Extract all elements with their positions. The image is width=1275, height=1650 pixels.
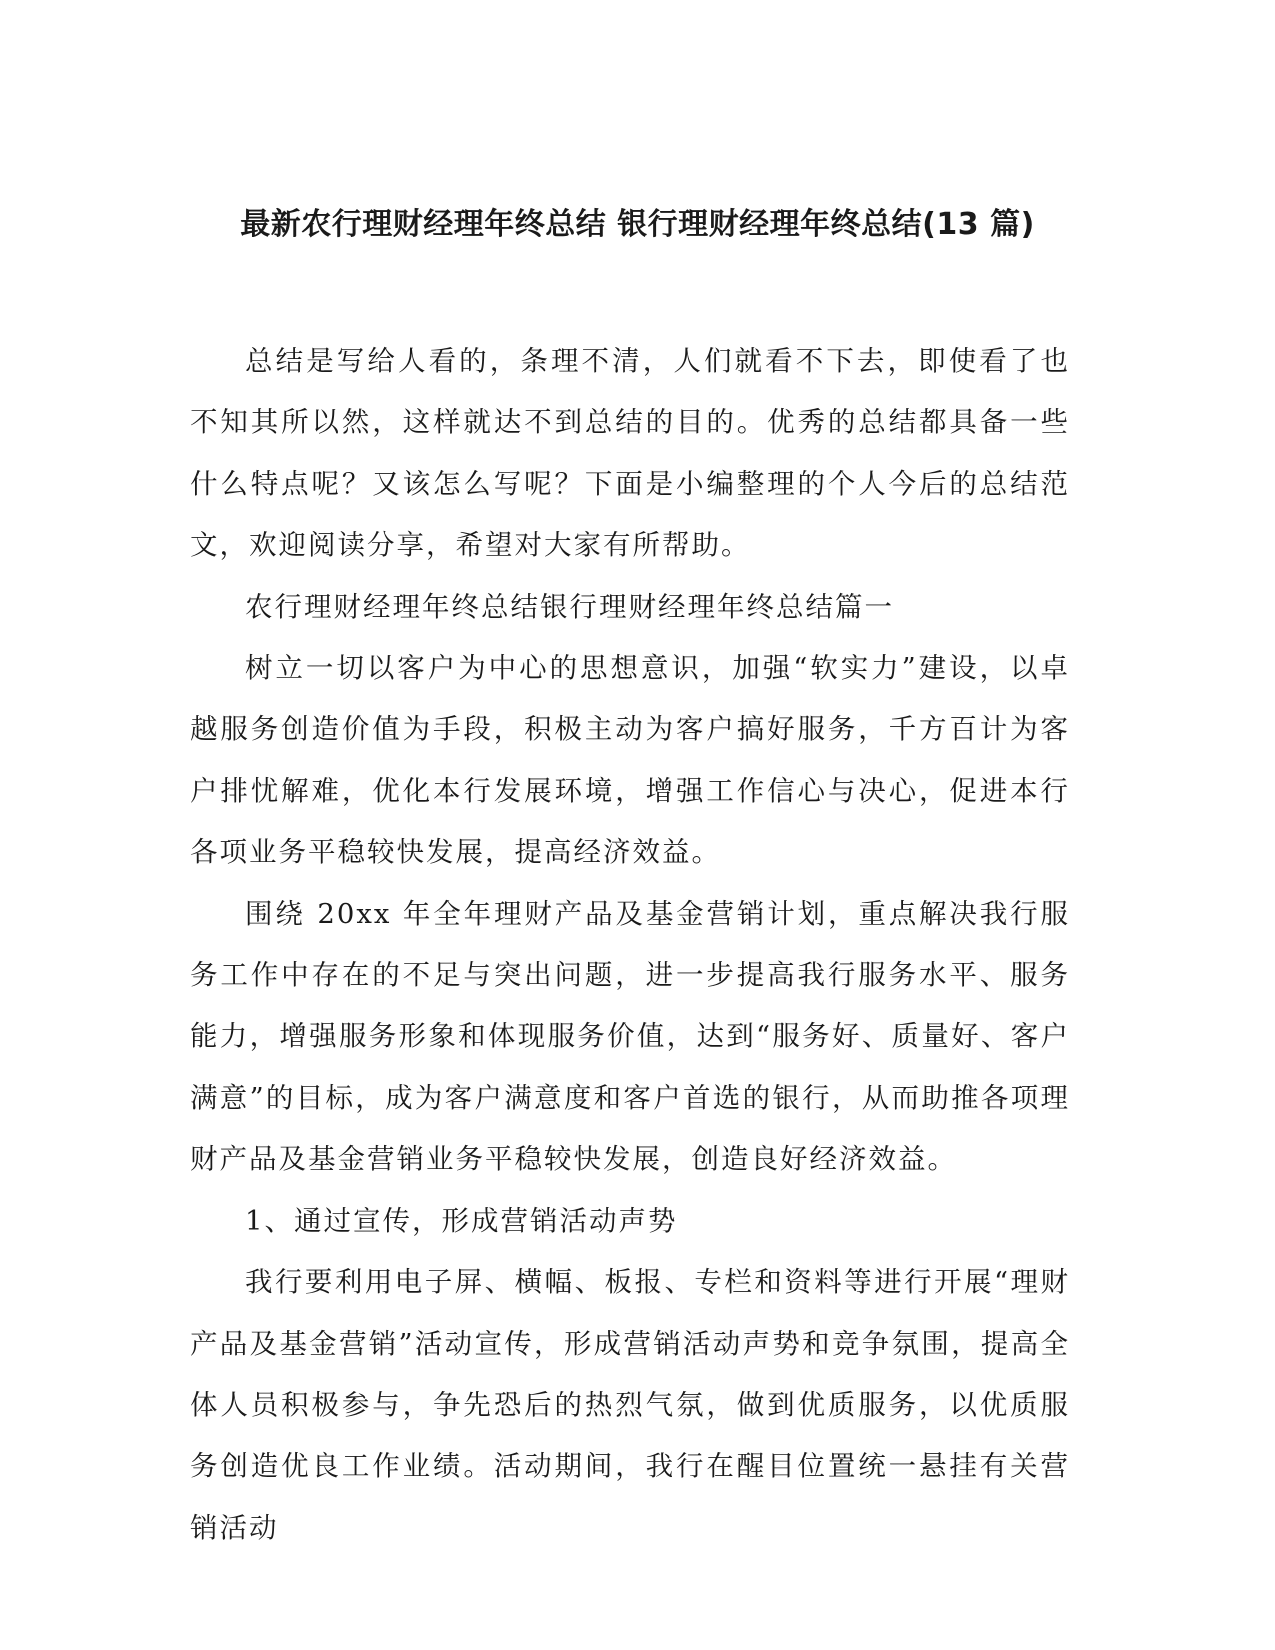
subsection-heading: 1、通过宣传，形成营销活动声势 xyxy=(245,1204,678,1237)
document-body xyxy=(190,331,1070,1559)
body-paragraph: 我行要利用电子屏、横幅、板报、专栏和资料等进行开展“理财产品及基金营销”活动宣传，形成营销活动声势和竞争氛围，提高全体人员积极参与，争先恐后的热烈气氛，做到优质服务，以优质服务创造优良工作业绩。活动期间，我行在醒目位置统一悬挂有关营销活动 xyxy=(190,1266,1070,1544)
document-title: 最新农行理财经理年终总结 银行理财经理年终总结(13 篇) xyxy=(240,207,1035,242)
intro-paragraph: 总结是写给人看的，条理不清，人们就看不下去，即使看了也不知其所以然，这样就达不到总结的目的。优秀的总结都具备一些什么特点呢？又该怎么写呢？下面是小编整理的个人今后的总结范文，欢迎阅读分享，希望对大家有所帮助。 xyxy=(190,345,1070,562)
body-paragraph: 围绕 20xx 年全年理财产品及基金营销计划，重点解决我行服务工作中存在的不足与突出问题，进一步提高我行服务水平、服务能力，增强服务形象和体现服务价值，达到“服务好、质量好、客户满意”的目标，成为客户满意度和客户首选的银行，从而助推各项理财产品及基金营销业务平稳较快发展，创造良好经济效益。 xyxy=(190,897,1070,1176)
section-heading: 农行理财经理年终总结银行理财经理年终总结篇一 xyxy=(245,590,894,623)
body-paragraph: 树立一切以客户为中心的思想意识，加强“软实力”建设，以卓越服务创造价值为手段，积极主动为客户搞好服务，千方百计为客户排忧解难，优化本行发展环境，增强工作信心与决心，促进本行各项业务平稳较快发展，提高经济效益。 xyxy=(190,652,1070,869)
